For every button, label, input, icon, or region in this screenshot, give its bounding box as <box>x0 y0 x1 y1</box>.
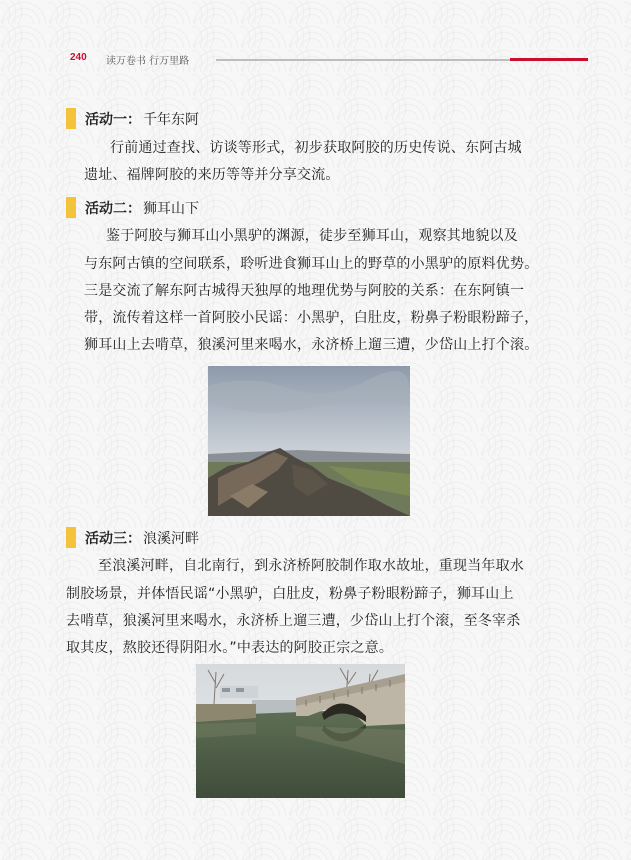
paragraph-line: 遗址、福牌阿胶的来历等等并分享交流。 <box>84 167 340 183</box>
running-header-title: 读万卷书 行万里路 <box>106 56 190 67</box>
heading-marker <box>66 108 76 129</box>
activity-3-label: 活动三： <box>85 531 141 547</box>
paragraph-line: 制胶场景，并体悟民谣“小黑驴，白肚皮，粉鼻子粉眼粉蹄子，狮耳山上 <box>66 586 514 602</box>
header-divider <box>216 59 510 61</box>
heading-marker <box>66 197 76 218</box>
activity-3-subtitle: 浪溪河畔 <box>143 531 199 547</box>
paragraph-line: 去啃草，狼溪河里来喝水，永济桥上遛三遭，少岱山上打个滚，至冬宰杀 <box>66 613 521 629</box>
paragraph-line: 三是交流了解东阿古城得天独厚的地理优势与阿胶的关系：在东阿镇一 <box>84 283 525 299</box>
activity-1-subtitle: 千年东阿 <box>143 112 199 128</box>
page-number: 240 <box>70 52 87 63</box>
activity-2-subtitle: 狮耳山下 <box>143 201 199 217</box>
river-bridge-photo <box>196 664 405 798</box>
activity-1-label: 活动一： <box>85 112 141 128</box>
paragraph-line: 与东阿古镇的空间联系，聆听进食狮耳山上的野草的小黑驴的原料优势。 <box>84 256 539 272</box>
paragraph-line: 狮耳山上去啃草，狼溪河里来喝水，永济桥上遛三遭，少岱山上打个滚。 <box>84 337 539 353</box>
activity-2-label: 活动二： <box>85 201 141 217</box>
mountain-photo <box>208 366 410 516</box>
paragraph-line: 取其皮，熬胶还得阴阳水。”中表达的阿胶正宗之意。 <box>66 640 394 656</box>
header-accent-bar <box>510 58 588 61</box>
paragraph-line: 鉴于阿胶与狮耳山小黑驴的渊源，徒步至狮耳山，观察其地貌以及 <box>106 228 518 244</box>
paragraph-line: 带，流传着这样一首阿胶小民谣：小黑驴，白肚皮，粉鼻子粉眼粉蹄子， <box>84 310 539 326</box>
paragraph-line: 至浪溪河畔，自北南行，到永济桥阿胶制作取水故址，重现当年取水 <box>98 558 524 574</box>
page-header <box>0 52 631 68</box>
heading-marker <box>66 527 76 548</box>
paragraph-line: 行前通过查找、访谈等形式，初步获取阿胶的历史传说、东阿古城 <box>110 140 522 156</box>
